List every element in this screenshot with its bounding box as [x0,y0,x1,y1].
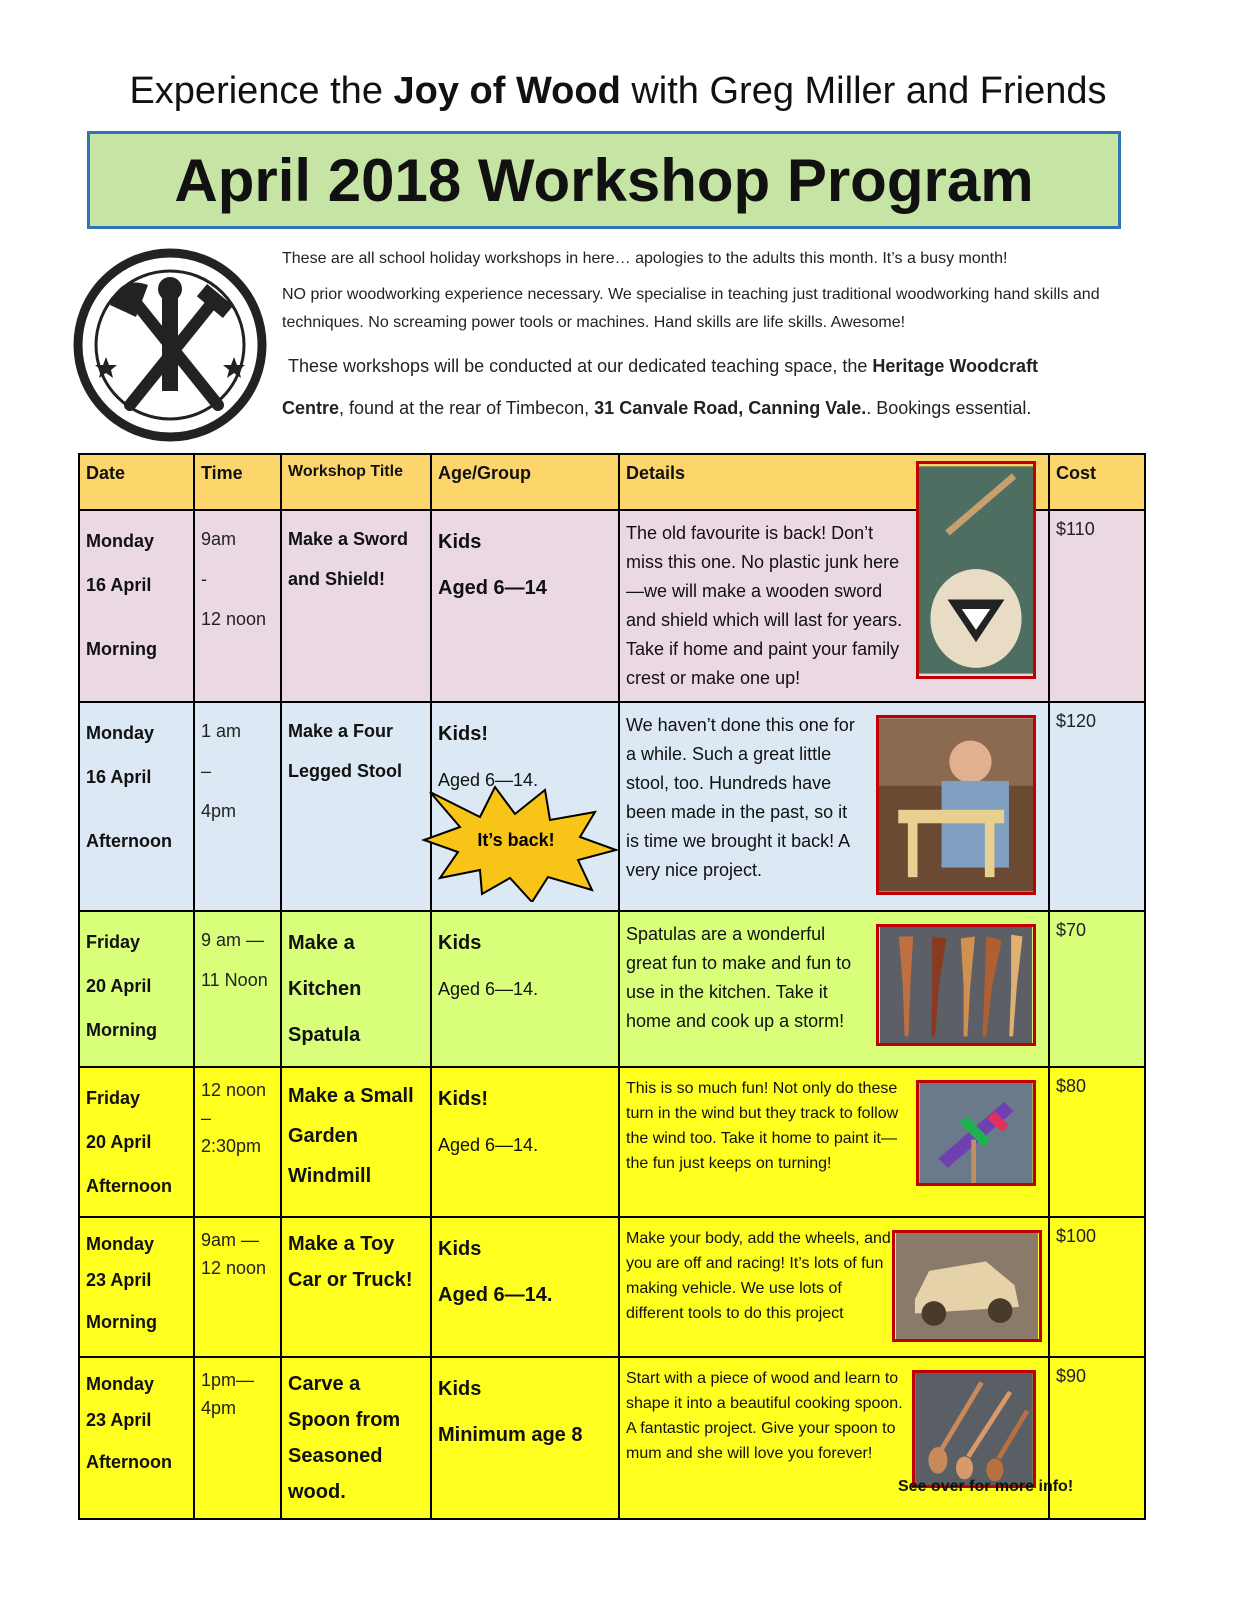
title-cell: Carve a Spoon from Seasoned wood. [281,1357,431,1519]
header-cost: Cost [1049,454,1145,510]
details-cell: Start with a piece of wood and learn to shape it into a beautiful cooking spoon. A fantastic project. Give your spoon to mum and she will love you forever! [619,1357,1049,1519]
age-cell: Kids Aged 6—14. [431,911,619,1067]
header-age: Age/Group [431,454,619,510]
badge-text: It’s back! [477,830,555,850]
table-row [79,1067,1145,1217]
title-cell: Make a Toy Car or Truck! [281,1217,431,1357]
its-back-badge [420,782,620,902]
date-cell: Monday 16 April Morning [79,510,194,702]
age-cell: Kids Aged 6—14 [431,510,619,702]
title-banner [87,131,1121,229]
spoon-photo [912,1370,1036,1488]
intro-holiday-note: These are all school holiday workshops in here… apologies to the adults this month. It’s a busy month! [282,250,1008,267]
footer-note: See over for more info! [898,1478,1074,1495]
title-cell: Make a Small Garden Windmill [281,1067,431,1217]
title-cell: Make a Kitchen Spatula [281,911,431,1067]
table-row [79,510,1145,702]
age-cell: Kids Aged 6—14. [431,1217,619,1357]
spatula-photo [876,924,1036,1046]
windmill-photo [916,1080,1036,1186]
date-cell: Monday 16 April Afternoon [79,702,194,911]
cost-cell: $120 [1049,702,1145,911]
sword-shield-photo [916,461,1036,679]
intro-experience-note: NO prior woodworking experience necessary. We specialise in teaching just traditional woodworking hand skills and techniques. No screaming power tools or machines. Hand skills are life skills. Awesome! [282,286,1100,331]
tagline-bold: Joy of Wood [393,70,621,112]
time-cell: 9 am — 11 Noon [194,911,281,1067]
details-cell: We haven’t done this one for a while. Such a great little stool, too. Hundreds have been made in the past, so it is time we brought it back! A very nice project. [619,702,1049,911]
age-cell: Kids! Aged 6—14. [431,1067,619,1217]
time-cell: 1pm— 4pm [194,1357,281,1519]
details-cell: This is so much fun! Not only do these turn in the wind but they track to follow the wind too. Take it home to paint it—the fun just keeps on turning! [619,1067,1049,1217]
workshop-table [78,453,1146,1520]
title-cell: Make a Four Legged Stool [281,702,431,911]
table-row [79,911,1145,1067]
time-cell: 12 noon – 2:30pm [194,1067,281,1217]
tagline-pre: Experience the [129,70,394,112]
title-cell: Make a Sword and Shield! [281,510,431,702]
age-cell: Kids! Aged 6—14. [431,702,619,911]
tagline-post: with Greg Miller and Friends [620,70,1107,112]
details-cell: The old favourite is back! Don’t miss this one. No plastic junk here—we will make a wooden sword and shield which will last for years. Take if home and paint your family crest or make one up! [619,510,1049,702]
cost-cell: $90 [1049,1357,1145,1519]
tagline [0,70,1236,113]
table-row [79,1217,1145,1357]
date-cell: Friday 20 April Morning [79,911,194,1067]
header-title: Workshop Title [281,454,431,510]
time-cell: 1 am – 4pm [194,702,281,911]
age-cell: Kids Minimum age 8 [431,1357,619,1519]
intro-location-line1: These workshops will be conducted at our dedicated teaching space, the Heritage Woodcraft [288,356,1039,376]
details-cell: Make your body, add the wheels, and you are off and racing! It’s lots of fun making vehicle. We use lots of different tools to do this project [619,1217,1049,1357]
time-cell: 9am — 12 noon [194,1217,281,1357]
time-cell: 9am - 12 noon [194,510,281,702]
header-details: Details [619,454,1049,510]
cost-cell: $70 [1049,911,1145,1067]
date-cell: Monday 23 April Morning [79,1217,194,1357]
page-title: April 2018 Workshop Program [174,146,1034,214]
stool-photo [876,715,1036,895]
toy-car-photo [892,1230,1042,1342]
intro-location-line2: Centre, found at the rear of Timbecon, 31 Canvale Road, Canning Vale.. Bookings essential. [282,398,1032,418]
cost-cell: $110 [1049,510,1145,702]
header-time: Time [194,454,281,510]
axe-hammer-logo-icon [70,245,270,445]
details-cell: Spatulas are a wonderful great fun to make and fun to use in the kitchen. Take it home and cook up a storm! [619,911,1049,1067]
cost-cell: $80 [1049,1067,1145,1217]
intro-text [282,245,1132,429]
date-cell: Monday 23 April Afternoon [79,1357,194,1519]
date-cell: Friday 20 April Afternoon [79,1067,194,1217]
header-date: Date [79,454,194,510]
cost-cell: $100 [1049,1217,1145,1357]
